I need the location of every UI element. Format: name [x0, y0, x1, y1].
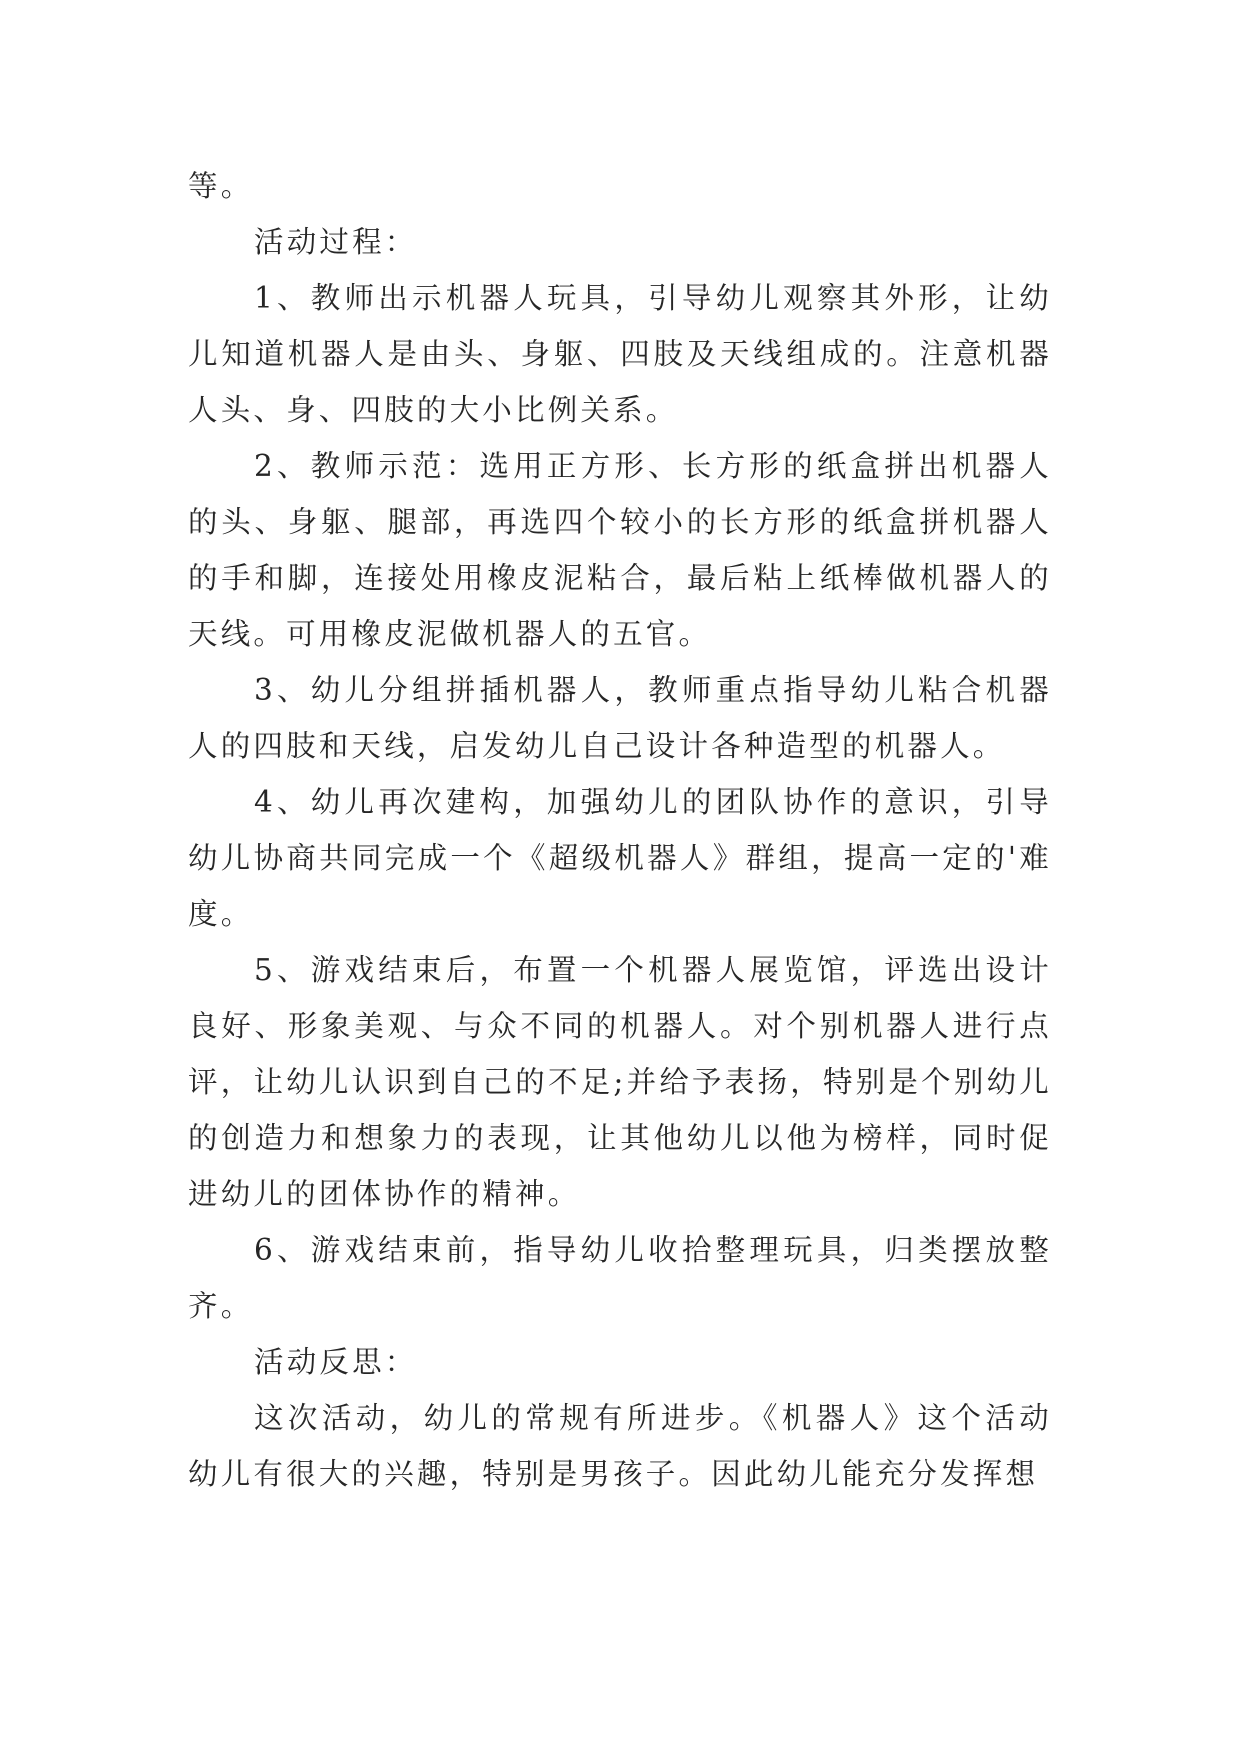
step-5-paragraph: 5、游戏结束后，布置一个机器人展览馆，评选出设计良好、形象美观、与众不同的机器人。对个别机器人进行点评，让幼儿认识到自己的不足;并给予表扬，特别是个别幼儿的创造力和想象力的表现，让其他幼儿以他为榜样，同时促进幼儿的团体协作的精神。 [188, 953, 1052, 1211]
reflection-paragraph: 这次活动，幼儿的常规有所进步。《机器人》这个活动幼儿有很大的兴趣，特别是男孩子。因此幼儿能充分发挥想 [188, 1401, 1052, 1491]
section-heading-activity-process: 活动过程： [254, 225, 418, 259]
step-2-paragraph: 2、教师示范：选用正方形、长方形的纸盒拼出机器人的头、身躯、腿部，再选四个较小的长方形的纸盒拼机器人的手和脚，连接处用橡皮泥粘合，最后粘上纸棒做机器人的天线。可用橡皮泥做机器人的五官。 [188, 449, 1052, 651]
section-heading-activity-reflection: 活动反思： [254, 1345, 418, 1379]
step-4-paragraph: 4、幼儿再次建构，加强幼儿的团队协作的意识，引导幼儿协商共同完成一个《超级机器人》群组，提高一定的'难度。 [188, 785, 1052, 931]
paragraph-continuation: 等。 [188, 169, 254, 203]
step-6-paragraph: 6、游戏结束前，指导幼儿收拾整理玩具，归类摆放整齐。 [188, 1233, 1052, 1323]
step-3-paragraph: 3、幼儿分组拼插机器人，教师重点指导幼儿粘合机器人的四肢和天线，启发幼儿自己设计各种造型的机器人。 [188, 673, 1052, 763]
document-body [188, 158, 1052, 1502]
step-1-paragraph: 1、教师出示机器人玩具，引导幼儿观察其外形，让幼儿知道机器人是由头、身躯、四肢及天线组成的。注意机器人头、身、四肢的大小比例关系。 [188, 281, 1052, 427]
